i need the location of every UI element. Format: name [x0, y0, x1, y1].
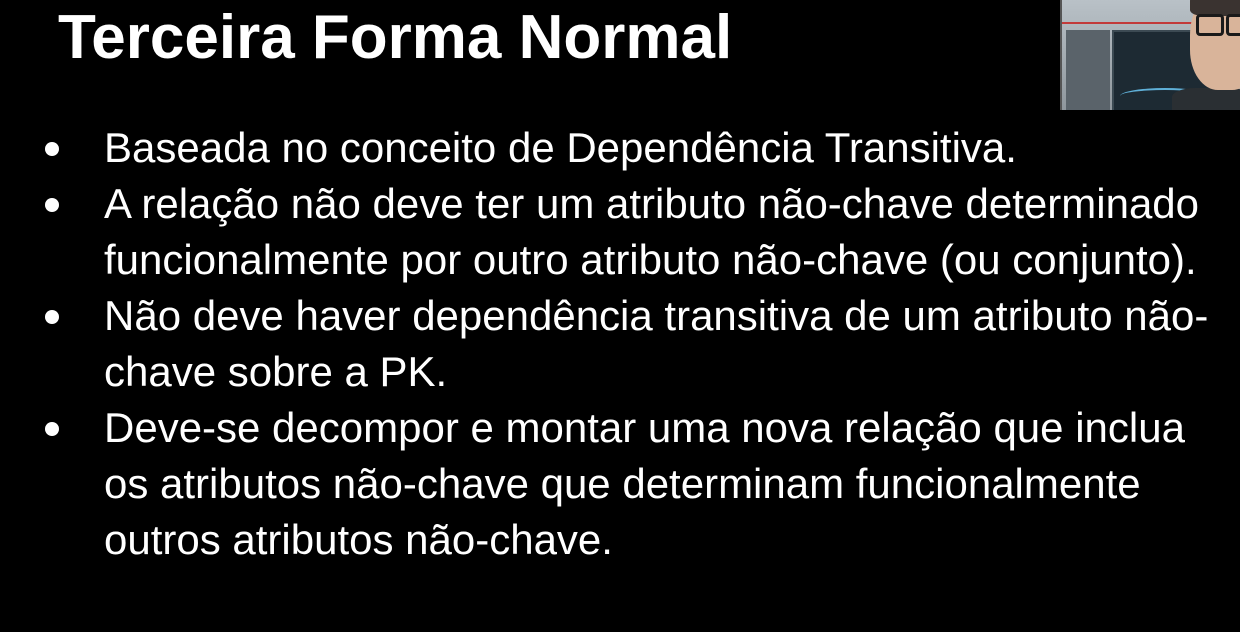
presenter-shirt [1172, 88, 1240, 110]
presenter-webcam-overlay [1060, 0, 1240, 110]
bullet-list [0, 120, 1240, 568]
bullet-dot-icon [45, 310, 59, 324]
bullet-dot-icon [45, 422, 59, 436]
webcam-equipment-panel [1066, 30, 1110, 110]
bullet-item [0, 400, 1224, 568]
bullet-text: Deve-se decompor e montar uma nova relação que inclua os atributos não-chave que determinam funcionalmente outros atributos não-chave. [104, 404, 1185, 563]
presenter-glasses-right [1226, 14, 1240, 36]
bullet-text: Baseada no conceito de Dependência Transitiva. [104, 124, 1017, 171]
presenter-glasses-left [1196, 14, 1224, 36]
slide-title: Terceira Forma Normal [58, 3, 733, 72]
bullet-dot-icon [45, 142, 59, 156]
bullet-dot-icon [45, 198, 59, 212]
bullet-item [0, 288, 1224, 400]
bullet-item [0, 120, 1224, 176]
bullet-item [0, 176, 1224, 288]
bullet-text: Não deve haver dependência transitiva de um atributo não-chave sobre a PK. [104, 292, 1209, 395]
bullet-text: A relação não deve ter um atributo não-chave determinado funcionalmente por outro atributo não-chave (ou conjunto). [104, 180, 1200, 283]
